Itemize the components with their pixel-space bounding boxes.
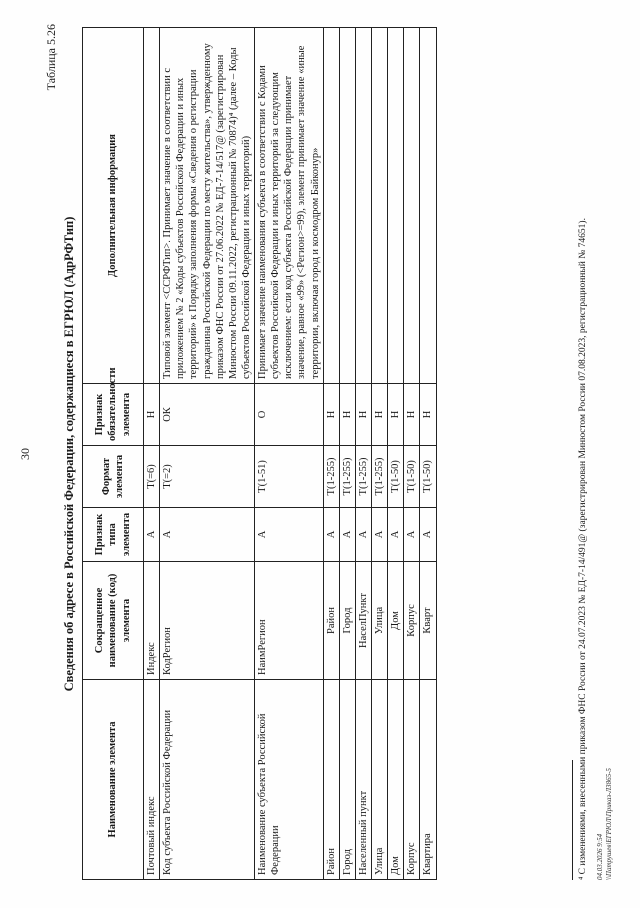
table-row (388, 28, 404, 880)
table-cell: А (160, 508, 255, 562)
print-stamp (596, 768, 614, 880)
table-cell: Н (388, 384, 404, 446)
table-cell: Код субъекта Российской Федерации (160, 680, 255, 880)
table-cell: А (404, 508, 420, 562)
table-row (355, 28, 371, 880)
table-cell: Т(1-50) (420, 446, 436, 508)
table-header-row (83, 28, 144, 880)
table-row (160, 28, 255, 880)
table-cell: Корпус (404, 562, 420, 680)
table-cell: Т(1-255) (323, 446, 339, 508)
table-cell: А (339, 508, 355, 562)
table-cell (372, 28, 388, 384)
table-cell: ОК (160, 384, 255, 446)
page-number: 30 (18, 448, 32, 460)
table-row (404, 28, 420, 880)
print-stamp-path: \\Патрушев\ЕГРЮЛ\Приказ-ЛЗ865-5 (605, 768, 614, 880)
table-cell: Корпус (404, 680, 420, 880)
table-cell: Т(=6) (144, 446, 160, 508)
table-cell: КодРегион (160, 562, 255, 680)
header-cell: Признак типа элемента (83, 508, 144, 562)
table-cell: Т(1-255) (355, 446, 371, 508)
table-cell: Т(1-255) (339, 446, 355, 508)
table-cell (388, 28, 404, 384)
table-cell: Город (339, 680, 355, 880)
table-body (144, 28, 437, 880)
table-cell: А (144, 508, 160, 562)
footnote: ⁴ С изменениями, внесенными приказом ФНС России от 24.07.2023 № ЕД-7-14/491@ (зарегистрирован Минюстом России 07.08.2023, регистрационный № 74651). (578, 218, 588, 880)
table-cell: Т(1-255) (372, 446, 388, 508)
table-cell: Н (372, 384, 388, 446)
address-table (82, 27, 437, 880)
table-cell: А (420, 508, 436, 562)
table-cell: НаимРегион (255, 562, 324, 680)
table-row (144, 28, 160, 880)
table-row (339, 28, 355, 880)
table-cell: Типовой элемент <ССРФТип>. Принимает значение в соответствии с приложением № 2 «Коды субъектов Российской Федерации и иных территорий» к Порядку заполнения формы «Сведения о регистрации гражданина Российской Федерации по месту жительства», утвержденному приказом ФНС России от 27.06.2022 № ЕД-7-14/517@ (зарегистрирован Минюстом России 09.11.2022, регистрационный № 70874)⁴ (далее – Коды субъектов Российской Федерации и иных территорий) (160, 28, 255, 384)
table-cell (144, 28, 160, 384)
header-cell: Сокращенное наименование (код) элемента (83, 562, 144, 680)
table-cell (339, 28, 355, 384)
table-cell: Индекс (144, 562, 160, 680)
table-cell: Город (339, 562, 355, 680)
table-title: Сведения об адресе в Российской Федерации, содержащиеся в ЕГРЮЛ (АдрРФТип) (62, 216, 76, 692)
table-cell: Т(=2) (160, 446, 255, 508)
table-label: Таблица 5.26 (44, 24, 58, 91)
footnote-separator (572, 760, 573, 880)
table-cell: Н (339, 384, 355, 446)
table-cell: А (372, 508, 388, 562)
table-row (323, 28, 339, 880)
table-cell: Дом (388, 562, 404, 680)
table-cell: Квартира (420, 680, 436, 880)
table-cell: Н (404, 384, 420, 446)
table-row (372, 28, 388, 880)
table-cell: Т(1-50) (388, 446, 404, 508)
table-cell: НаселПункт (355, 562, 371, 680)
table-cell: Н (323, 384, 339, 446)
table-cell: Н (144, 384, 160, 446)
table-cell: Район (323, 680, 339, 880)
table-cell: Н (355, 384, 371, 446)
table-cell (355, 28, 371, 384)
table-cell: Район (323, 562, 339, 680)
table-cell (420, 28, 436, 384)
table-cell: Дом (388, 680, 404, 880)
header-cell: Наименование элемента (83, 680, 144, 880)
table-cell: Населенный пункт (355, 680, 371, 880)
table-cell: Наименование субъекта Российской Федерации (255, 680, 324, 880)
header-cell: Дополнительная информация (83, 28, 144, 384)
header-cell: Формат элемента (83, 446, 144, 508)
table-cell: Кварт (420, 562, 436, 680)
table-cell (323, 28, 339, 384)
table-cell: А (388, 508, 404, 562)
table-row (255, 28, 324, 880)
table-cell: А (323, 508, 339, 562)
table-cell: Н (420, 384, 436, 446)
table-cell: Принимает значение наименования субъекта в соответствии с Кодами субъектов Российской Федерации и иных территорий за следующим исключением: если код субъекта Российской Федерации принимает значение, равное «99» (<Регион>=99), элемент принимает значение «иные территории, включая город и космодром Байконур» (255, 28, 324, 384)
table-cell: О (255, 384, 324, 446)
table-cell: А (355, 508, 371, 562)
table-cell: Т(1-50) (404, 446, 420, 508)
table-row (420, 28, 436, 880)
table-cell: Улица (372, 680, 388, 880)
table-cell: Т(1-51) (255, 446, 324, 508)
print-stamp-date: 04.03.2026 9:54 (596, 833, 604, 880)
table-cell (404, 28, 420, 384)
table-cell: Улица (372, 562, 388, 680)
table-cell: Почтовый индекс (144, 680, 160, 880)
table-cell: А (255, 508, 324, 562)
header-cell: Признак обязательности элемента (83, 384, 144, 446)
